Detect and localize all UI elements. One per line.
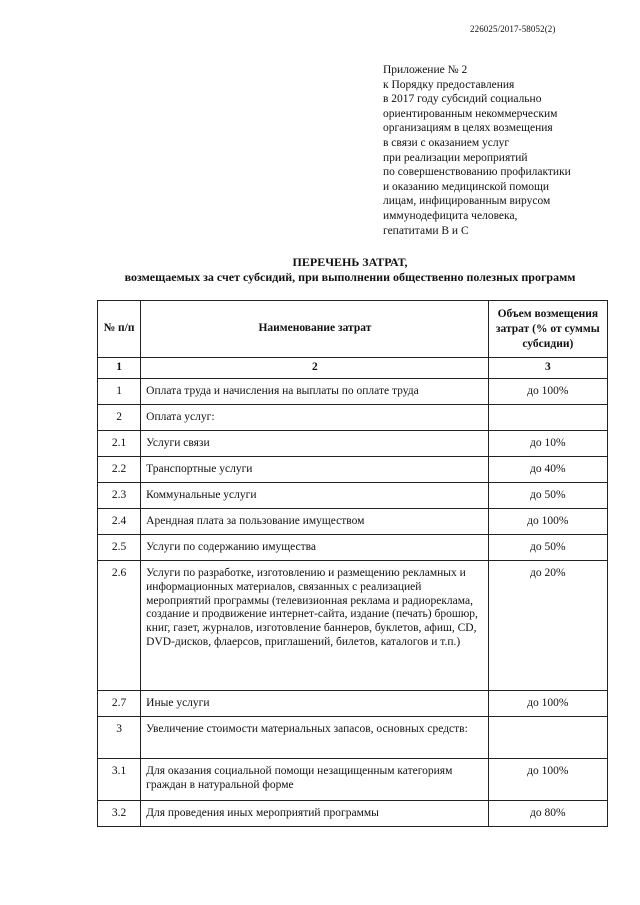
table-row <box>98 379 608 405</box>
row-number: 3 <box>98 717 141 759</box>
row-share <box>488 717 607 759</box>
appendix-line: лицам, инфицированным вирусом <box>383 195 551 208</box>
row-share: до 100% <box>488 759 607 801</box>
row-number: 2.2 <box>98 457 141 483</box>
row-name: Услуги по содержанию имущества <box>141 535 488 561</box>
table-row <box>98 535 608 561</box>
row-name: Для проведения иных мероприятий программы <box>141 801 488 827</box>
column-number: 1 <box>98 358 141 379</box>
row-share: до 20% <box>488 561 607 691</box>
row-share: до 80% <box>488 801 607 827</box>
row-share: до 50% <box>488 483 607 509</box>
table-header-row <box>98 301 608 358</box>
document-title <box>0 255 640 285</box>
header-reimbursement: Объем возмещения затрат (% от суммы субсидии) <box>488 301 607 358</box>
row-name: Коммунальные услуги <box>141 483 488 509</box>
appendix-line: в 2017 году субсидий социально <box>383 93 542 106</box>
row-number: 2.7 <box>98 691 141 717</box>
table-row <box>98 561 608 691</box>
appendix-header <box>383 63 633 238</box>
title-line-2: возмещаемых за счет субсидий, при выполнении общественно полезных программ <box>124 270 576 284</box>
appendix-line: и оказанию медицинской помощи <box>383 180 550 193</box>
appendix-line: иммунодефицита человека, <box>383 209 518 222</box>
appendix-line: гепатитами В и С <box>383 224 469 237</box>
header-cost-name: Наименование затрат <box>141 301 488 358</box>
row-number: 2 <box>98 405 141 431</box>
header-number: № п/п <box>98 301 141 358</box>
row-name: Иные услуги <box>141 691 488 717</box>
row-share <box>488 405 607 431</box>
appendix-line: организациям в целях возмещения <box>383 122 553 135</box>
row-name: Оплата труда и начисления на выплаты по оплате труда <box>141 379 488 405</box>
row-share: до 100% <box>488 509 607 535</box>
costs-table <box>97 300 608 827</box>
row-number: 3.1 <box>98 759 141 801</box>
appendix-line: Приложение № 2 <box>383 64 468 76</box>
column-number-row <box>98 358 608 379</box>
table-row <box>98 483 608 509</box>
table-row <box>98 801 608 827</box>
row-share: до 50% <box>488 535 607 561</box>
appendix-line: по совершенствованию профилактики <box>383 166 571 179</box>
table-row <box>98 759 608 801</box>
appendix-line: при реализации мероприятий <box>383 151 528 164</box>
row-number: 1 <box>98 379 141 405</box>
row-name: Услуги по разработке, изготовлению и размещению рекламных и информационных материалов, связанных с реализацией мероприятий программы (телевизионная реклама и радиореклама, создание и продвижение интернет-сайта, издание (печать) брошюр, книг, газет, журналов, изготовление баннеров, буклетов, афиш, CD, DVD-дисков, флаерсов, приглашений, билетов, каталогов и т.п.) <box>141 561 488 691</box>
table-row <box>98 691 608 717</box>
document-code: 226025/2017-58052(2) <box>470 24 556 34</box>
table-row <box>98 405 608 431</box>
row-name: Оплата услуг: <box>141 405 488 431</box>
appendix-line: ориентированным некоммерческим <box>383 107 558 120</box>
row-share: до 100% <box>488 691 607 717</box>
row-name: Для оказания социальной помощи незащищенным категориям граждан в натуральной форме <box>141 759 488 801</box>
column-number: 3 <box>488 358 607 379</box>
appendix-line: к Порядку предоставления <box>383 78 515 91</box>
column-number: 2 <box>141 358 488 379</box>
row-number: 2.5 <box>98 535 141 561</box>
row-number: 2.1 <box>98 431 141 457</box>
row-share: до 40% <box>488 457 607 483</box>
title-line-1: ПЕРЕЧЕНЬ ЗАТРАТ, <box>292 255 408 269</box>
row-name: Арендная плата за пользование имуществом <box>141 509 488 535</box>
table-row <box>98 431 608 457</box>
row-share: до 10% <box>488 431 607 457</box>
row-share: до 100% <box>488 379 607 405</box>
table-row <box>98 509 608 535</box>
row-number: 2.6 <box>98 561 141 691</box>
row-number: 2.3 <box>98 483 141 509</box>
appendix-line: в связи с оказанием услуг <box>383 136 510 149</box>
row-name: Услуги связи <box>141 431 488 457</box>
table-row <box>98 717 608 759</box>
row-name: Увеличение стоимости материальных запасов, основных средств: <box>141 717 488 759</box>
row-number: 2.4 <box>98 509 141 535</box>
row-number: 3.2 <box>98 801 141 827</box>
row-name: Транспортные услуги <box>141 457 488 483</box>
table-row <box>98 457 608 483</box>
